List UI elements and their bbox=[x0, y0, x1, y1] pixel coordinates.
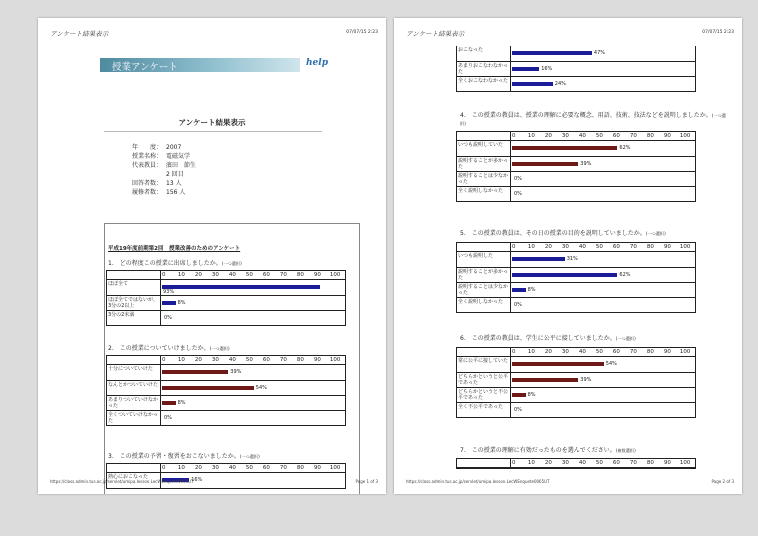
axis-tick-label: 80 bbox=[296, 272, 304, 278]
bar-cell bbox=[511, 77, 691, 91]
answer-label: 熱心におこなった bbox=[107, 473, 161, 488]
axis-tick-label: 50 bbox=[245, 272, 253, 278]
bar-cell bbox=[511, 172, 691, 186]
axis-ticks bbox=[511, 243, 691, 251]
answer-percentage: 0% bbox=[514, 301, 522, 308]
axis-tick-label: 90 bbox=[663, 349, 671, 355]
header-date: 07/07/15 2:23 bbox=[346, 30, 378, 35]
axis-row bbox=[457, 348, 695, 357]
answer-label: 全くついていけなかった bbox=[107, 411, 161, 425]
answer-label: 常に公平に接していた bbox=[457, 357, 511, 372]
answer-percentage: 39% bbox=[580, 376, 592, 383]
answer-bar bbox=[512, 273, 617, 277]
answer-row bbox=[457, 61, 695, 76]
answer-row bbox=[457, 46, 695, 61]
answer-percentage: 0% bbox=[514, 406, 522, 413]
answer-percentage: 16% bbox=[191, 476, 203, 483]
answer-row bbox=[457, 372, 695, 387]
axis-tick-label: 30 bbox=[211, 465, 219, 471]
axis-tick-label: 80 bbox=[646, 460, 654, 466]
axis-row bbox=[457, 243, 695, 252]
axis-tick-label: 40 bbox=[228, 465, 236, 471]
axis-tick-label: 80 bbox=[296, 357, 304, 363]
bar-cell bbox=[511, 268, 691, 282]
header-date: 07/07/15 2:23 bbox=[702, 30, 734, 35]
axis-ticks bbox=[511, 348, 691, 356]
axis-corner bbox=[457, 132, 511, 140]
answer-row bbox=[457, 357, 695, 372]
question-4-table bbox=[456, 131, 696, 202]
axis-tick-label: 20 bbox=[194, 272, 202, 278]
answer-label: いつも説明していた bbox=[457, 141, 511, 156]
answer-bar bbox=[512, 82, 553, 86]
axis-tick-label: 40 bbox=[578, 244, 586, 250]
bar-cell bbox=[161, 296, 341, 310]
bar-cell bbox=[161, 280, 341, 295]
info-row: 代表教員： 濱田 節生 bbox=[132, 162, 197, 169]
axis-tick-label: 10 bbox=[177, 272, 185, 278]
answer-label: いつも説明した bbox=[457, 252, 511, 267]
survey-banner bbox=[100, 58, 300, 72]
axis-tick-label: 60 bbox=[612, 244, 620, 250]
page-number: Page 1 of 3 bbox=[355, 479, 378, 484]
axis-tick-label: 10 bbox=[177, 465, 185, 471]
axis-tick-label: 30 bbox=[561, 244, 569, 250]
axis-tick-label: 0 bbox=[511, 349, 516, 355]
answer-percentage: 0% bbox=[514, 175, 522, 182]
answer-percentage: 47% bbox=[593, 49, 606, 56]
answer-label: 全く説明しなかった bbox=[457, 187, 511, 201]
question-7: 7. この授業の理解に有効だったものを選んでください。(複数選択) bbox=[460, 447, 636, 454]
footer-url: https://class.admin.tus.ac.jp/servlet/umipa.lesson.LecWEnquete0065UT bbox=[406, 479, 550, 484]
axis-tick-label: 70 bbox=[279, 465, 287, 471]
answer-percentage: 0% bbox=[164, 414, 172, 421]
axis-row bbox=[107, 356, 345, 365]
answer-row bbox=[107, 280, 345, 295]
axis-tick-label: 100 bbox=[679, 349, 691, 355]
answer-bar bbox=[512, 362, 604, 366]
axis-tick-label: 30 bbox=[561, 349, 569, 355]
page-number: Page 2 of 3 bbox=[711, 479, 734, 484]
answer-percentage: 39% bbox=[230, 368, 242, 375]
question-2: 2. この授業についていけましたか。(一つ選択) bbox=[108, 345, 230, 352]
axis-tick-label: 30 bbox=[211, 272, 219, 278]
bar-cell bbox=[511, 252, 691, 267]
axis-tick-label: 0 bbox=[511, 244, 516, 250]
bar-cell bbox=[511, 298, 691, 312]
answer-bar bbox=[512, 378, 578, 382]
axis-tick-label: 70 bbox=[279, 272, 287, 278]
answer-row bbox=[457, 156, 695, 171]
answer-percentage: 54% bbox=[605, 360, 617, 367]
bar-cell bbox=[511, 46, 691, 61]
answer-percentage: 8% bbox=[527, 286, 536, 293]
answer-row bbox=[457, 282, 695, 297]
answer-percentage: 16% bbox=[541, 65, 553, 72]
answer-row bbox=[457, 297, 695, 312]
answer-percentage: 39% bbox=[580, 160, 592, 167]
axis-tick-label: 30 bbox=[561, 133, 569, 139]
answer-bar bbox=[512, 162, 578, 166]
axis-tick-label: 20 bbox=[544, 133, 552, 139]
answer-row bbox=[457, 252, 695, 267]
answer-bar bbox=[162, 285, 320, 289]
question-2-table bbox=[106, 355, 346, 426]
axis-tick-label: 50 bbox=[245, 465, 253, 471]
answer-row bbox=[457, 141, 695, 156]
axis-tick-label: 90 bbox=[313, 272, 321, 278]
answer-percentage: 31% bbox=[566, 255, 578, 262]
answer-label: あまりおこなわなかった bbox=[457, 62, 511, 76]
help-link[interactable]: help bbox=[306, 58, 328, 68]
bar-cell bbox=[511, 141, 691, 156]
question-3-table-continued bbox=[456, 46, 696, 92]
answer-bar bbox=[512, 288, 526, 292]
answer-label: なんとかついていけた bbox=[107, 381, 161, 395]
axis-tick-label: 100 bbox=[679, 244, 691, 250]
axis-tick-label: 0 bbox=[161, 465, 166, 471]
question-4: 4. この授業の教員は、授業の理解に必要な概念、用語、技術、技法などを説明しましたか。(一つ選択) bbox=[460, 112, 726, 126]
page-header bbox=[50, 29, 378, 39]
answer-row bbox=[107, 310, 345, 325]
answer-label: 説明することが多かった bbox=[457, 268, 511, 282]
answer-bar bbox=[162, 386, 254, 390]
divider bbox=[104, 131, 322, 132]
axis-tick-label: 0 bbox=[511, 460, 516, 466]
axis-tick-label: 70 bbox=[629, 460, 637, 466]
banner-title: 授業アンケート bbox=[112, 62, 178, 73]
axis-tick-label: 10 bbox=[177, 357, 185, 363]
answer-label: 全く不公平であった bbox=[457, 403, 511, 417]
axis-corner bbox=[457, 243, 511, 251]
answer-label: 十分についていけた bbox=[107, 365, 161, 380]
answer-percentage: 0% bbox=[164, 314, 172, 321]
axis-tick-label: 60 bbox=[262, 357, 270, 363]
axis-tick-label: 10 bbox=[527, 349, 535, 355]
bar-cell bbox=[511, 187, 691, 201]
axis-ticks bbox=[511, 459, 691, 467]
bar-cell bbox=[161, 396, 341, 410]
axis-tick-label: 0 bbox=[161, 272, 166, 278]
axis-tick-label: 10 bbox=[527, 244, 535, 250]
bar-cell bbox=[511, 357, 691, 372]
bar-cell bbox=[161, 381, 341, 395]
answer-label: おこなった bbox=[457, 46, 511, 61]
bar-cell bbox=[161, 365, 341, 380]
axis-row bbox=[457, 459, 695, 468]
axis-tick-label: 60 bbox=[262, 272, 270, 278]
axis-tick-label: 40 bbox=[578, 460, 586, 466]
page-header bbox=[406, 29, 734, 39]
question-6-table bbox=[456, 347, 696, 418]
answer-bar bbox=[512, 146, 617, 150]
course-info bbox=[132, 143, 196, 197]
axis-tick-label: 20 bbox=[194, 465, 202, 471]
axis-tick-label: 70 bbox=[279, 357, 287, 363]
axis-tick-label: 70 bbox=[629, 244, 637, 250]
axis-tick-label: 80 bbox=[646, 244, 654, 250]
axis-tick-label: 60 bbox=[262, 465, 270, 471]
axis-tick-label: 30 bbox=[211, 357, 219, 363]
answer-row bbox=[107, 295, 345, 310]
answer-percentage: 62% bbox=[619, 271, 631, 278]
answer-percentage: 0% bbox=[514, 190, 522, 197]
axis-tick-label: 60 bbox=[612, 133, 620, 139]
axis-row bbox=[107, 464, 345, 473]
question-1-table bbox=[106, 270, 346, 326]
question-1: 1. どの程度この授業に出席しましたか。(一つ選択) bbox=[108, 260, 242, 267]
axis-row bbox=[457, 132, 695, 141]
answer-label: 説明することが多かった bbox=[457, 157, 511, 171]
answer-label: ほぼ全て bbox=[107, 280, 161, 295]
bar-cell bbox=[161, 411, 341, 425]
bar-cell bbox=[161, 311, 341, 325]
axis-tick-label: 90 bbox=[313, 357, 321, 363]
info-row: 2 回目 bbox=[166, 171, 184, 178]
header-title: アンケート結果表示 bbox=[406, 30, 465, 38]
answer-percentage: 8% bbox=[527, 391, 536, 398]
axis-tick-label: 0 bbox=[161, 357, 166, 363]
axis-tick-label: 90 bbox=[663, 133, 671, 139]
header-title: アンケート結果表示 bbox=[50, 30, 109, 38]
answer-label: どちらかというと公平であった bbox=[457, 373, 511, 387]
axis-corner bbox=[457, 459, 511, 467]
axis-tick-label: 20 bbox=[194, 357, 202, 363]
answer-label: 全くおこなわなかった bbox=[457, 77, 511, 91]
axis-tick-label: 0 bbox=[511, 133, 516, 139]
question-7-table bbox=[456, 458, 696, 469]
answer-percentage: 62% bbox=[619, 144, 631, 151]
answer-percentage: 54% bbox=[255, 384, 267, 391]
axis-ticks bbox=[511, 132, 691, 140]
answer-label: ほぼ全てではないが、3分の2以上 bbox=[107, 296, 161, 310]
bar-cell bbox=[511, 373, 691, 387]
answer-label: 説明することは少なかった bbox=[457, 172, 511, 186]
answer-bar bbox=[512, 393, 526, 397]
question-5-table bbox=[456, 242, 696, 313]
page-2 bbox=[394, 18, 742, 494]
footer-url: https://class.admin.tus.ac.jp/servlet/umipa.lesson.LecWEnquete0065UT bbox=[50, 479, 194, 484]
answer-bar bbox=[512, 257, 565, 261]
report-title: アンケート結果表示 bbox=[178, 118, 246, 127]
axis-tick-label: 100 bbox=[329, 272, 341, 278]
answer-row bbox=[457, 171, 695, 186]
survey-title: 平成19年度前期第2回 授業改善のためのアンケート bbox=[108, 246, 241, 252]
answer-bar bbox=[512, 51, 592, 55]
axis-tick-label: 50 bbox=[595, 349, 603, 355]
axis-corner bbox=[107, 271, 161, 279]
axis-tick-label: 50 bbox=[595, 133, 603, 139]
answer-row bbox=[107, 365, 345, 380]
axis-tick-label: 20 bbox=[544, 244, 552, 250]
axis-tick-label: 90 bbox=[663, 460, 671, 466]
axis-tick-label: 90 bbox=[663, 244, 671, 250]
question-3: 3. この授業の予習・復習をおこないましたか。(一つ選択) bbox=[108, 453, 260, 460]
question-6: 6. この授業の教員は、学生に公平に接していましたか。(一つ選択) bbox=[460, 335, 636, 342]
bar-cell bbox=[511, 283, 691, 297]
answer-label: 全く説明しなかった bbox=[457, 298, 511, 312]
question-5: 5. この授業の教員は、その日の授業の目的を説明していましたか。(一つ選択) bbox=[460, 230, 666, 237]
answer-percentage: 8% bbox=[177, 299, 186, 306]
axis-tick-label: 10 bbox=[527, 460, 535, 466]
page-footer bbox=[406, 479, 734, 487]
axis-corner bbox=[457, 348, 511, 356]
axis-tick-label: 100 bbox=[329, 357, 341, 363]
answer-percentage: 8% bbox=[177, 399, 186, 406]
axis-tick-label: 70 bbox=[629, 349, 637, 355]
answer-label: 3分の2未満 bbox=[107, 311, 161, 325]
axis-tick-label: 30 bbox=[561, 460, 569, 466]
axis-tick-label: 50 bbox=[595, 460, 603, 466]
answer-bar bbox=[162, 370, 228, 374]
axis-row bbox=[107, 271, 345, 280]
axis-tick-label: 60 bbox=[612, 349, 620, 355]
axis-corner bbox=[107, 464, 161, 472]
axis-tick-label: 20 bbox=[544, 349, 552, 355]
axis-tick-label: 60 bbox=[612, 460, 620, 466]
answer-label: あまりついていけなかった bbox=[107, 396, 161, 410]
axis-ticks bbox=[161, 356, 341, 364]
answer-row bbox=[107, 380, 345, 395]
axis-tick-label: 40 bbox=[578, 349, 586, 355]
bar-cell bbox=[511, 157, 691, 171]
bar-cell bbox=[511, 388, 691, 402]
bar-cell bbox=[511, 62, 691, 76]
axis-tick-label: 20 bbox=[544, 460, 552, 466]
answer-bar bbox=[162, 301, 176, 305]
axis-tick-label: 80 bbox=[646, 349, 654, 355]
page-1 bbox=[38, 18, 386, 494]
info-row: 年 度： 2007 bbox=[132, 144, 182, 151]
axis-tick-label: 50 bbox=[245, 357, 253, 363]
axis-corner bbox=[107, 356, 161, 364]
axis-tick-label: 100 bbox=[329, 465, 341, 471]
axis-tick-label: 40 bbox=[228, 357, 236, 363]
info-row: 回答者数： 13 人 bbox=[132, 180, 182, 187]
axis-tick-label: 80 bbox=[296, 465, 304, 471]
axis-tick-label: 90 bbox=[313, 465, 321, 471]
axis-tick-label: 100 bbox=[679, 460, 691, 466]
axis-ticks bbox=[161, 464, 341, 472]
answer-bar bbox=[162, 401, 176, 405]
axis-tick-label: 50 bbox=[595, 244, 603, 250]
axis-tick-label: 10 bbox=[527, 133, 535, 139]
answer-label: どちらかというと不公平であった bbox=[457, 388, 511, 402]
answer-row bbox=[457, 186, 695, 201]
answer-percentage: 93% bbox=[163, 288, 175, 295]
answer-row bbox=[107, 410, 345, 425]
axis-tick-label: 40 bbox=[578, 133, 586, 139]
info-row: 授業名称： 電磁気学 bbox=[132, 153, 191, 160]
answer-row bbox=[457, 402, 695, 417]
answer-bar bbox=[512, 67, 539, 71]
answer-percentage: 24% bbox=[554, 80, 566, 87]
answer-row bbox=[457, 76, 695, 91]
answer-row bbox=[107, 395, 345, 410]
axis-tick-label: 40 bbox=[228, 272, 236, 278]
axis-tick-label: 100 bbox=[679, 133, 691, 139]
bar-cell bbox=[511, 403, 691, 417]
axis-tick-label: 70 bbox=[629, 133, 637, 139]
answer-row bbox=[457, 387, 695, 402]
answer-label: 説明することは少なかった bbox=[457, 283, 511, 297]
answer-row bbox=[457, 267, 695, 282]
axis-ticks bbox=[161, 271, 341, 279]
axis-tick-label: 80 bbox=[646, 133, 654, 139]
info-row: 履修者数： 156 人 bbox=[132, 189, 186, 196]
